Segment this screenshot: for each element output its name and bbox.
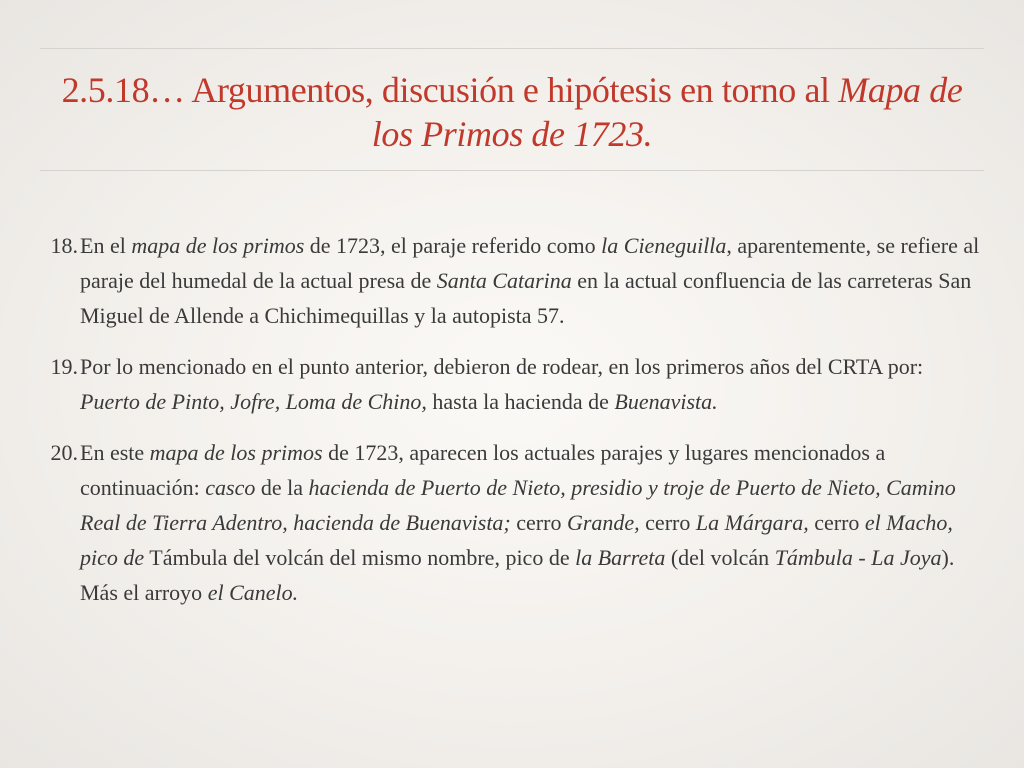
list-item bbox=[40, 435, 980, 610]
text-segment: cerro bbox=[639, 510, 696, 535]
text-segment: En este bbox=[80, 440, 150, 465]
text-segment: Por lo mencionado en el punto anterior, debieron de rodear, en los primeros años del CRTA por: bbox=[80, 354, 924, 379]
title-italic: Mapa de los Primos de 1723. bbox=[371, 70, 963, 154]
text-segment: la Barreta bbox=[575, 545, 666, 570]
text-segment: en la actual confluencia de las carreteras San Miguel de Allende a Chichimequillas y la autopista 57. bbox=[80, 268, 972, 328]
text-segment: Buenavista. bbox=[614, 389, 718, 414]
item-number: 19. bbox=[50, 354, 78, 379]
item-text bbox=[80, 233, 979, 328]
list-item bbox=[40, 228, 980, 333]
text-segment: cerro bbox=[808, 510, 865, 535]
text-segment: Támbula - La Joya bbox=[774, 545, 942, 570]
item-text bbox=[80, 354, 923, 414]
text-segment: la Cieneguilla bbox=[601, 233, 727, 258]
text-segment: ). Más el arroyo bbox=[80, 545, 955, 605]
text-segment: el Canelo. bbox=[207, 580, 299, 605]
title-bottom-rule bbox=[40, 170, 984, 171]
text-segment: , aparentemente, se refiere al paraje del humedal de la actual presa de bbox=[80, 233, 980, 293]
text-segment: de 1723, el paraje referido como bbox=[304, 233, 602, 258]
text-segment: el Macho, pico de bbox=[80, 510, 953, 570]
text-segment: Santa Catarina bbox=[436, 268, 572, 293]
list-item bbox=[40, 349, 980, 419]
slide-title bbox=[40, 68, 984, 156]
item-text bbox=[80, 440, 956, 605]
text-segment: (del volcán bbox=[665, 545, 775, 570]
item-number: 20. bbox=[50, 440, 78, 465]
text-segment: cerro bbox=[510, 510, 567, 535]
text-segment: de 1723, aparecen los actuales parajes y lugares mencionados a continuación: bbox=[80, 440, 886, 500]
numbered-list bbox=[40, 228, 980, 626]
title-top-rule bbox=[40, 48, 984, 49]
text-segment: Grande, bbox=[566, 510, 640, 535]
text-segment: hacienda de Puerto de Nieto, presidio y troje de Puerto de Nieto, Camino Real de Tierra Adentro, hacienda de Buenavista; bbox=[80, 475, 956, 535]
text-segment: de la bbox=[255, 475, 309, 500]
title-prefix: 2.5.18… Argumentos, discusión e hipótesis en torno al bbox=[61, 70, 839, 110]
text-segment: mapa de los primos bbox=[131, 233, 305, 258]
text-segment: casco bbox=[205, 475, 256, 500]
text-segment: Puerto de Pinto, Jofre, Loma de Chino, bbox=[80, 389, 427, 414]
text-segment: hasta la hacienda de bbox=[426, 389, 615, 414]
text-segment: Támbula del volcán del mismo nombre, pico de bbox=[144, 545, 576, 570]
text-segment: La Márgara, bbox=[695, 510, 809, 535]
text-segment: En el bbox=[80, 233, 132, 258]
item-number: 18. bbox=[50, 233, 78, 258]
text-segment: mapa de los primos bbox=[149, 440, 323, 465]
